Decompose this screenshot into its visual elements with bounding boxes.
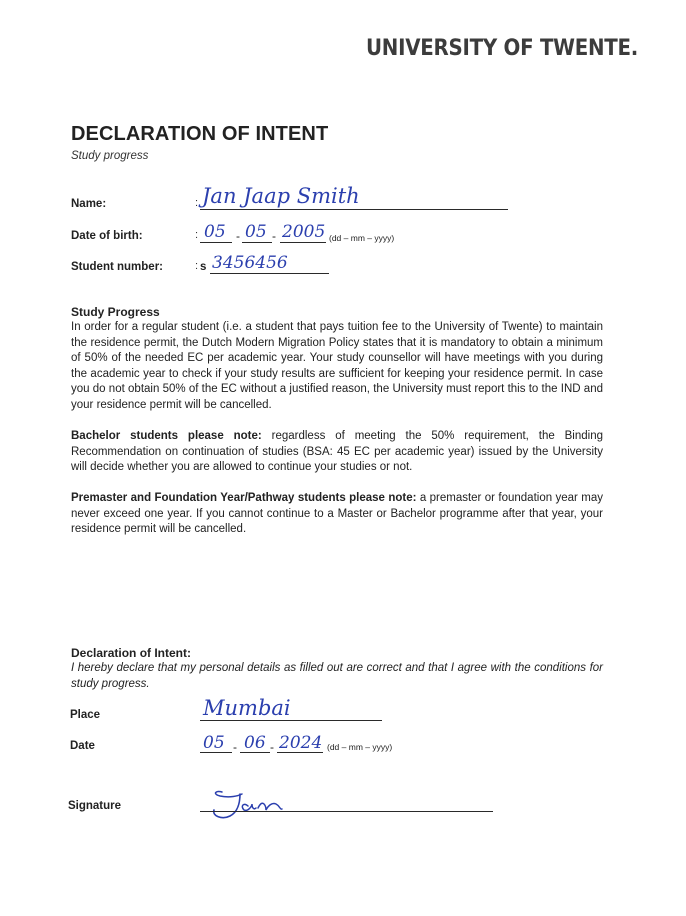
dob-month-underline xyxy=(242,242,272,243)
student-number-underline xyxy=(210,273,329,274)
dob-year-underline xyxy=(280,242,326,243)
date-year-field[interactable]: 2024 xyxy=(279,733,323,753)
document-subtitle: Study progress xyxy=(71,150,149,162)
dob-separator-2: - xyxy=(272,229,276,243)
date-label: Date xyxy=(70,740,95,752)
date-format-hint: (dd – mm – yyyy) xyxy=(327,742,393,752)
bachelor-note-label: Bachelor students please note: xyxy=(71,430,262,442)
dob-colon: : xyxy=(195,229,199,241)
date-month-underline xyxy=(240,752,270,753)
dob-label: Date of birth: xyxy=(71,230,143,242)
name-field[interactable]: Jan Jaap Smith xyxy=(202,184,360,208)
student-number-prefix: s xyxy=(200,261,207,273)
handwritten-signature xyxy=(200,784,300,824)
premaster-note xyxy=(71,491,603,538)
signature-field[interactable] xyxy=(200,784,300,824)
declaration-statement: I hereby declare that my personal details as filled out are correct and that I agree with the conditions for study progress. xyxy=(71,662,603,690)
student-number-field[interactable]: 3456456 xyxy=(212,253,288,273)
dob-month-field[interactable]: 05 xyxy=(245,222,267,242)
name-underline xyxy=(200,209,508,210)
signature-underline xyxy=(200,811,493,812)
dob-day-field[interactable]: 05 xyxy=(204,222,226,242)
student-number-label: Student number: xyxy=(71,261,163,273)
bachelor-note xyxy=(71,429,603,476)
document-title: DECLARATION OF INTENT xyxy=(71,123,329,145)
university-logo: UNIVERSITY OF TWENTE. xyxy=(366,36,639,61)
bachelor-note-text: regardless of meeting the 50% requirement, the Binding Recommendation on continuation of studies (BSA: 45 EC per academic year) issued by the University will decide whether you are allowed to continue your studies or not. xyxy=(71,430,604,474)
date-day-underline xyxy=(200,752,232,753)
premaster-note-label: Premaster and Foundation Year/Pathway students please note: xyxy=(71,492,417,504)
date-separator-1: - xyxy=(233,740,237,754)
student-number-colon: : xyxy=(195,260,199,272)
place-underline xyxy=(200,720,382,721)
date-day-field[interactable]: 05 xyxy=(203,733,225,753)
name-colon: : xyxy=(195,197,199,209)
date-month-field[interactable]: 06 xyxy=(244,733,266,753)
place-label: Place xyxy=(70,709,101,721)
date-separator-2: - xyxy=(270,740,274,754)
dob-separator-1: - xyxy=(236,229,240,243)
premaster-note-text: a premaster or foundation year may never exceed one year. If you cannot continue to a Master or Bachelor programme after that year, your residence permit will be cancelled. xyxy=(71,492,603,536)
name-label: Name: xyxy=(71,198,107,210)
study-progress-paragraph: In order for a regular student (i.e. a student that pays tuition fee to the University of Twente) to maintain the residence permit, the Dutch Modern Migration Policy states that it is mandatory to obtain a minimum of 50% of the needed EC per academic year. Your study counsellor will have meetings with you during the academic year to check if your study results are sufficient for keeping your residence permit. In case you do not obtain 50% of the EC without a justified reason, the University must report this to the IND and your residence permit will be cancelled. xyxy=(71,321,603,411)
date-year-underline xyxy=(277,752,323,753)
dob-year-field[interactable]: 2005 xyxy=(282,222,326,242)
declaration-heading: Declaration of Intent: xyxy=(71,646,192,660)
dob-day-underline xyxy=(200,242,232,243)
place-field[interactable]: Mumbai xyxy=(203,696,291,720)
signature-label: Signature xyxy=(68,800,122,812)
dob-format-hint: (dd – mm – yyyy) xyxy=(329,233,395,243)
study-progress-heading: Study Progress xyxy=(71,305,160,319)
